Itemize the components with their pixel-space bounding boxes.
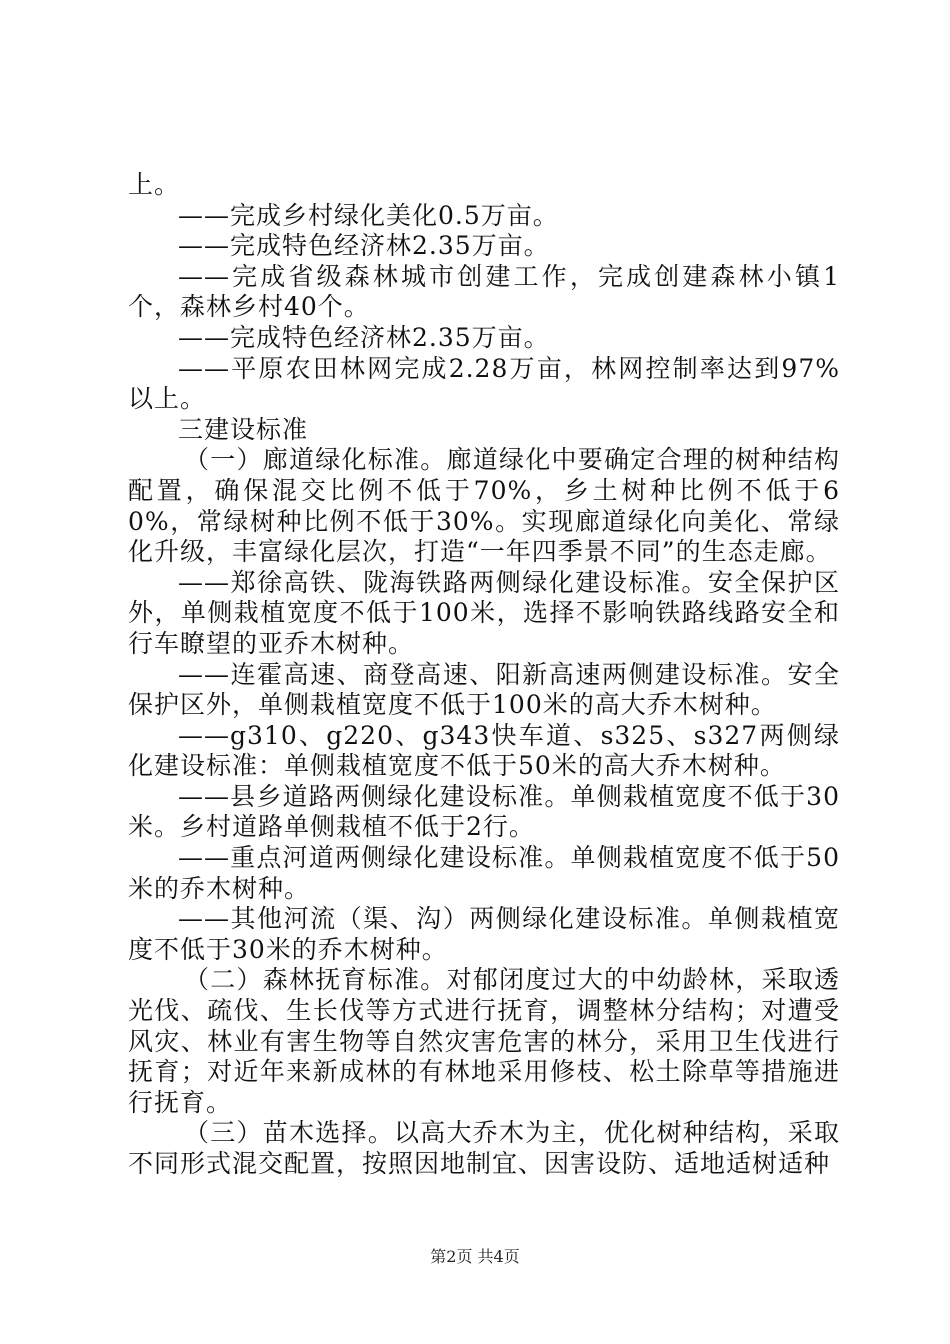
page-footer: 第2页 共4页 — [430, 1247, 520, 1266]
paragraph: ——完成特色经济林2.35万亩。 — [178, 322, 550, 352]
paragraph: ——县乡道路两侧绿化建设标准。单侧栽植宽度不低于30米。乡村道路单侧栽植不低于2行。 — [128, 781, 840, 842]
paragraph: ——郑徐高铁、陇海铁路两侧绿化建设标准。安全保护区外，单侧栽植宽度不低于100米，选择不影响铁路线路安全和行车瞭望的亚乔木树种。 — [128, 567, 840, 658]
paragraph: ——完成省级森林城市创建工作，完成创建森林小镇1个，森林乡村40个。 — [128, 261, 840, 322]
paragraph: ——连霍高速、商登高速、阳新高速两侧建设标准。安全保护区外，单侧栽植宽度不低于100米的高大乔木树种。 — [128, 659, 840, 720]
paragraph: 三建设标准 — [178, 414, 309, 444]
paragraph: （一）廊道绿化标准。廊道绿化中要确定合理的树种结构配置，确保混交比例不低于70%，乡土树种比例不低于60%，常绿树种比例不低于30%。实现廊道绿化向美化、常绿化升级，丰富绿化层次，打造“一年四季景不同”的生态走廊。 — [128, 445, 840, 567]
paragraph: （三）苗木选择。以高大乔木为主，优化树种结构，采取不同形式混交配置，按照因地制宜、因害设防、适地适树适种 — [128, 1118, 840, 1178]
paragraph: ——完成特色经济林2.35万亩。 — [178, 231, 550, 261]
paragraph: ——其他河流（渠、沟）两侧绿化建设标准。单侧栽植宽度不低于30米的乔木树种。 — [128, 904, 840, 964]
paragraph: 上。 — [128, 170, 181, 199]
paragraph: ——重点河道两侧绿化建设标准。单侧栽植宽度不低于50米的乔木树种。 — [128, 843, 840, 903]
paragraph: ——完成乡村绿化美化0.5万亩。 — [178, 200, 559, 230]
paragraph: ——平原农田林网完成2.28万亩，林网控制率达到97%以上。 — [128, 353, 840, 414]
document-body — [128, 170, 840, 1180]
paragraph: （二）森林抚育标准。对郁闭度过大的中幼龄林，采取透光伐、疏伐、生长伐等方式进行抚育，调整林分结构；对遭受风灾、林业有害生物等自然灾害危害的林分，采用卫生伐进行抚育；对近年来新成林的有林地采用修枝、松土除草等措施进行抚育。 — [128, 965, 840, 1117]
paragraph: ——g310、g220、g343快车道、s325、s327两侧绿化建设标准：单侧栽植宽度不低于50米的高大乔木树种。 — [128, 720, 840, 781]
